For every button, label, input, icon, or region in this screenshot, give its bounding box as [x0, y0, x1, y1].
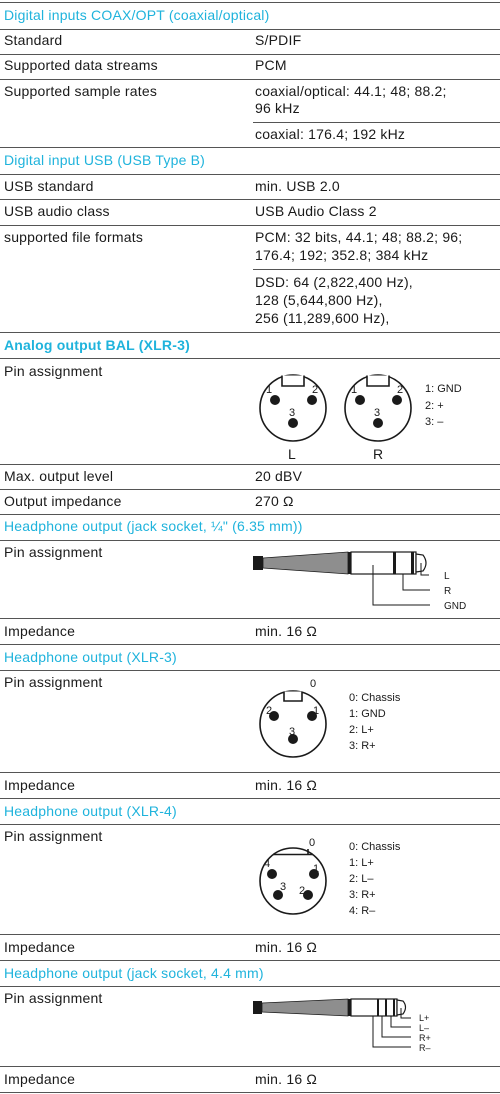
jack-label: L+ [419, 1013, 430, 1023]
row-value: PCM [255, 57, 287, 73]
pin-label: 3 [289, 726, 296, 738]
pin-label: 2 [266, 705, 273, 717]
legend-line: 0: Chassis [349, 841, 401, 853]
divider [0, 464, 500, 465]
xlr3-bal-diagram [253, 360, 483, 466]
row-label: USB audio class [4, 203, 110, 219]
divider [0, 174, 500, 175]
pin-label: 0 [310, 678, 317, 690]
section-title-bal: Analog output BAL (XLR-3) [4, 337, 190, 353]
row-label: Impedance [4, 1071, 76, 1087]
jack-635-diagram [253, 545, 483, 615]
divider [0, 540, 500, 541]
jack-label: L [444, 571, 450, 582]
section-title-xlr3: Headphone output (XLR-3) [4, 649, 177, 665]
divider [0, 2, 500, 3]
row-value: DSD: 64 (2,822,400 Hz), [255, 274, 413, 290]
divider [0, 1092, 500, 1093]
divider [0, 332, 500, 333]
divider [0, 670, 500, 671]
divider [0, 199, 500, 200]
divider [0, 960, 500, 961]
divider [0, 824, 500, 825]
row-value: min. 16 Ω [255, 623, 318, 639]
row-label: Impedance [4, 777, 76, 793]
legend-line: 3: – [425, 416, 444, 428]
jack-label: R [444, 586, 452, 597]
row-value: USB Audio Class 2 [255, 203, 377, 219]
row-label: Pin assignment [4, 990, 103, 1006]
row-value: 20 dBV [255, 468, 303, 484]
row-label: supported file formats [4, 229, 144, 245]
row-value: 256 (11,289,600 Hz), [255, 310, 390, 326]
row-label: Impedance [4, 623, 76, 639]
pin-label: 2 [299, 885, 306, 897]
sub-divider [253, 122, 500, 123]
pin-label: 4 [264, 858, 271, 870]
row-value: S/PDIF [255, 32, 302, 48]
divider [0, 798, 500, 799]
row-value: min. 16 Ω [255, 939, 318, 955]
section-title-xlr4: Headphone output (XLR-4) [4, 803, 177, 819]
row-label: USB standard [4, 178, 94, 194]
row-label: Max. output level [4, 468, 114, 484]
divider [0, 147, 500, 148]
divider [0, 934, 500, 935]
legend-line: 0: Chassis [349, 692, 401, 704]
jack-label: R– [419, 1043, 431, 1053]
row-value: 270 Ω [255, 493, 294, 509]
divider [0, 644, 500, 645]
row-label: Output impedance [4, 493, 122, 509]
row-value: min. 16 Ω [255, 777, 318, 793]
pin-label: 1 [313, 863, 320, 875]
legend-line: 1: GND [425, 383, 462, 395]
xlr3-headphone-diagram [253, 674, 453, 769]
row-label: Pin assignment [4, 363, 103, 379]
divider [0, 618, 500, 619]
divider [0, 514, 500, 515]
row-label: Supported sample rates [4, 83, 158, 99]
row-label: Impedance [4, 939, 76, 955]
row-value: 96 kHz [255, 100, 300, 116]
pin-label: 1 [351, 384, 358, 396]
section-title-coax: Digital inputs COAX/OPT (coaxial/optical) [4, 7, 270, 23]
legend-line: 2: L– [349, 873, 374, 885]
jack-label: GND [444, 601, 467, 612]
xlr4-headphone-diagram [253, 828, 453, 932]
row-value: min. 16 Ω [255, 1071, 318, 1087]
section-title-usb: Digital input USB (USB Type B) [4, 152, 206, 168]
section-title-jack635: Headphone output (jack socket, ¼" (6.35 mm)) [4, 518, 303, 534]
row-value: min. USB 2.0 [255, 178, 340, 194]
row-label: Pin assignment [4, 828, 103, 844]
pin-label: 3 [289, 407, 296, 419]
sub-divider [253, 269, 500, 270]
row-label: Standard [4, 32, 63, 48]
pin-label: 1 [313, 705, 320, 717]
legend-line: 2: + [425, 400, 444, 412]
divider [0, 54, 500, 55]
channel-label: L [288, 446, 296, 462]
row-label: Pin assignment [4, 674, 103, 690]
jack-44-diagram [253, 996, 453, 1058]
legend-line: 3: R+ [349, 889, 376, 901]
row-value: coaxial/optical: 44.1; 48; 88.2; [255, 83, 447, 99]
legend-line: 2: L+ [349, 724, 374, 736]
row-value: coaxial: 176.4; 192 kHz [255, 126, 406, 142]
row-value: PCM: 32 bits, 44.1; 48; 88.2; 96; [255, 229, 463, 245]
pin-label: 2 [397, 384, 404, 396]
divider [0, 489, 500, 490]
section-title-jack44: Headphone output (jack socket, 4.4 mm) [4, 965, 264, 981]
divider [0, 29, 500, 30]
divider [0, 79, 500, 80]
pin-label: 2 [312, 384, 319, 396]
pin-label: 3 [280, 881, 287, 893]
row-label: Supported data streams [4, 57, 158, 73]
row-value: 128 (5,644,800 Hz), [255, 292, 383, 308]
jack-label: L– [419, 1023, 430, 1033]
row-value: 176.4; 192; 352.8; 384 kHz [255, 247, 429, 263]
legend-line: 3: R+ [349, 740, 376, 752]
channel-label: R [373, 446, 384, 462]
legend-line: 1: L+ [349, 857, 374, 869]
divider [0, 986, 500, 987]
jack-label: R+ [419, 1033, 431, 1043]
divider [0, 1066, 500, 1067]
divider [0, 772, 500, 773]
pin-label: 1 [266, 384, 273, 396]
pin-label: 0 [309, 837, 316, 849]
legend-line: 1: GND [349, 708, 386, 720]
divider [0, 358, 500, 359]
pin-label: 3 [374, 407, 381, 419]
row-label: Pin assignment [4, 544, 103, 560]
divider [0, 225, 500, 226]
legend-line: 4: R– [349, 905, 376, 917]
